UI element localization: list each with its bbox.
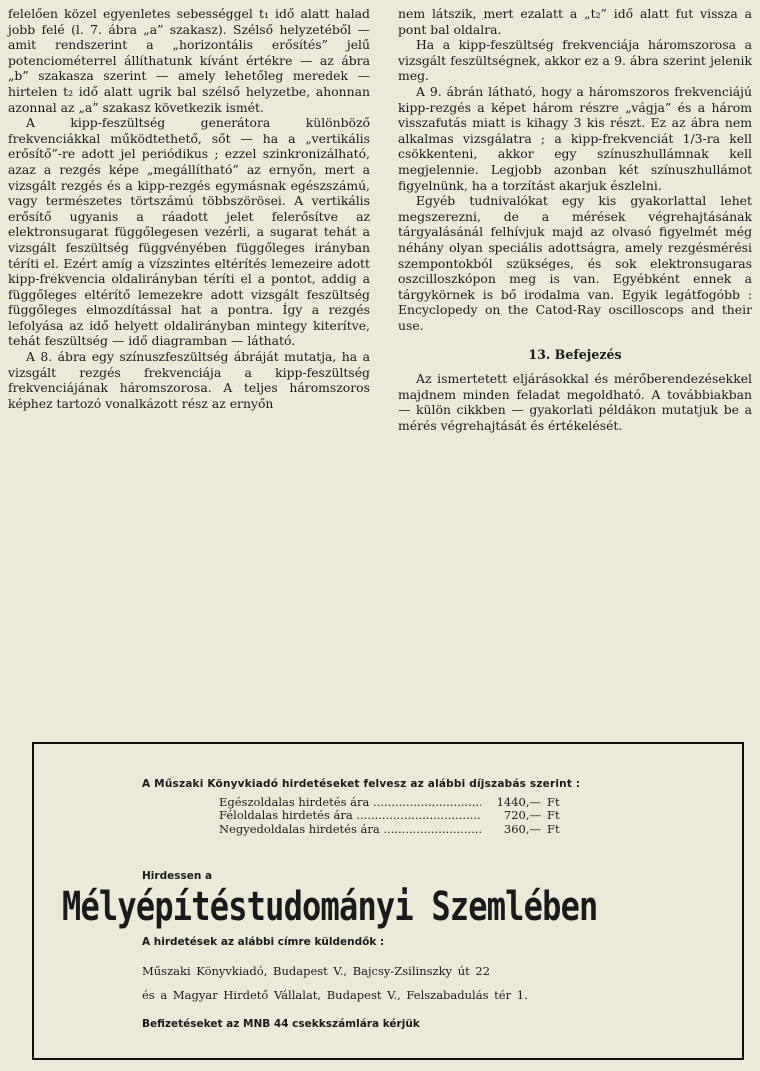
- address-line: Műszaki Könyvkiadó, Budapest V., Bajcsy-Zsilinszky út 22: [142, 964, 491, 978]
- section-heading: 13. Befejezés: [528, 347, 622, 363]
- price-row: [219, 809, 589, 822]
- price-table: [219, 796, 589, 836]
- advertisement-box: [32, 742, 744, 1060]
- closing-paragraph: Az ismertetett eljárásokkal és mérőberendezésekkel majdnem minden feladat megoldható. A továbbiakban — külön cikkben — gyakorlati példákon mutatjuk be a mérés végrehajtását és értékelését.: [398, 371, 752, 433]
- price-label: Féloldalas hirdetés ára .....: [219, 809, 481, 822]
- paragraph: A 8. ábra egy színuszfeszültség ábráját mutatja, ha a vizsgált rezgés frekvenciája a kipp-feszültség frekvenciájának háromszorosa. A teljes háromszoros képhez tartozó vonalkázott rész az ernyőn: [8, 349, 370, 411]
- right-column: [398, 6, 752, 433]
- ad-intro: A Műszaki Könyvkiadó hirdetéseket felvesz az alábbi díjszabás szerint :: [142, 778, 581, 790]
- ad-title: Mélyépítéstudományi Szemlében: [62, 884, 598, 930]
- price-label: Negyedoldalas hirdetés ára .....: [219, 823, 481, 836]
- price-unit: Ft: [547, 821, 560, 836]
- price-value: 1440,—: [496, 795, 541, 809]
- payment-note: Befizetéseket az MNB 44 csekkszámlára kérjük: [142, 1018, 420, 1030]
- price-row: [219, 796, 589, 809]
- ad-lead: Hirdessen a: [142, 870, 213, 882]
- price-value: 720,—: [503, 808, 541, 823]
- left-column: [8, 6, 370, 411]
- price-label: Egészoldalas hirdetés ára .....: [219, 796, 481, 809]
- address-line: és a Magyar Hirdető Vállalat, Budapest V., Felszabadulás tér 1.: [142, 988, 528, 1002]
- paragraph: A kipp-feszültség generátora különböző frekvenciákkal működtethető, sőt — ha a „vertikális erősítő”-re adott jel periódikus ; ezzel szinkronizálható, azaz a rezgés képe „megállítható” az ernyőn, mert a vizsgált rezgés és a kipp-rezgés egymásnak egészszámú, vagy természetes törtszámú többszörösei. A vertikális erősítő ugyanis a ráadott jelet felerősítve az elektronsugarat függőlegesen vezérli, a sugarat tehát a vizsgált feszültség függvényében függőleges irányban téríti el. Ezért amíg a vízszintes eltérítés lemezeire adott kipp-frekvencia oldalirányban téríti el a pontot, addig a függőleges eltérítő lemezekre adott vizsgált feszültség függőleges elmozdítással hat a pontra. Így a rezgés lefolyása az idő helyett oldalirányban mintegy kiterítve, tehát feszültség — idő diagramban — látható.: [8, 115, 370, 349]
- paragraph: A 9. ábrán látható, hogy a háromszoros frekvenciájú kipp-rezgés a képet három részre „vágja” és a három visszafutás miatt is kihagy 3 kis részt. Ez az ábra nem alkalmas vizsgálatra ; a kipp-frekvenciát 1/3-ra kell csökkenteni, akkor egy színuszhullámnak kell megjelennie. Legjobb azonban két színuszhullámot figyelnünk, ha a torzítást akarjuk észlelni.: [398, 83, 752, 193]
- paragraph: nem látszik, mert ezalatt a „t₂” idő alatt fut vissza a pont bal oldalra.: [398, 6, 752, 37]
- price-unit: Ft: [547, 795, 560, 809]
- paragraph: Ha a kipp-feszültség frekvenciája háromszorosa a vizsgált feszültségnek, akkor ez a 9. ábra szerint jelenik meg.: [398, 37, 752, 84]
- paragraph: Egyéb tudnivalókat egy kis gyakorlattal lehet megszerezni, de a mérések végrehajtásának tárgyalásánál felhívjuk majd az olvasó figyelmét még néhány olyan speciális adottságra, amely rezgésmérési szempontokból szükséges, és sok elektronsugaras oszcilloszkópon meg is van. Egyébként ennek a tárgykörnek is bő irodalma van. Egyik legátfogóbb : Encyclopedy on the Catod-Ray oscilloscops and their use.: [398, 193, 752, 333]
- paragraph: felelően közel egyenletes sebességgel t₁ idő alatt halad jobb felé (l. 7. ábra „a” szakasz). Szélső helyzetéből — amit rendszerint a „horizontális erősítés” jelű potenciométerrel állíthatunk kívánt értékre — az ábra „b” szakasza szerint — amely lehetőleg meredek — hirtelen t₂ idő alatt ugrik bal szélső helyzetbe, ahonnan azonnal az „a” szakasz következik ismét.: [8, 6, 370, 115]
- price-unit: Ft: [547, 808, 560, 823]
- price-row: [219, 823, 589, 836]
- price-value: 360,—: [503, 821, 541, 836]
- address-heading: A hirdetések az alábbi címre küldendők :: [142, 936, 385, 948]
